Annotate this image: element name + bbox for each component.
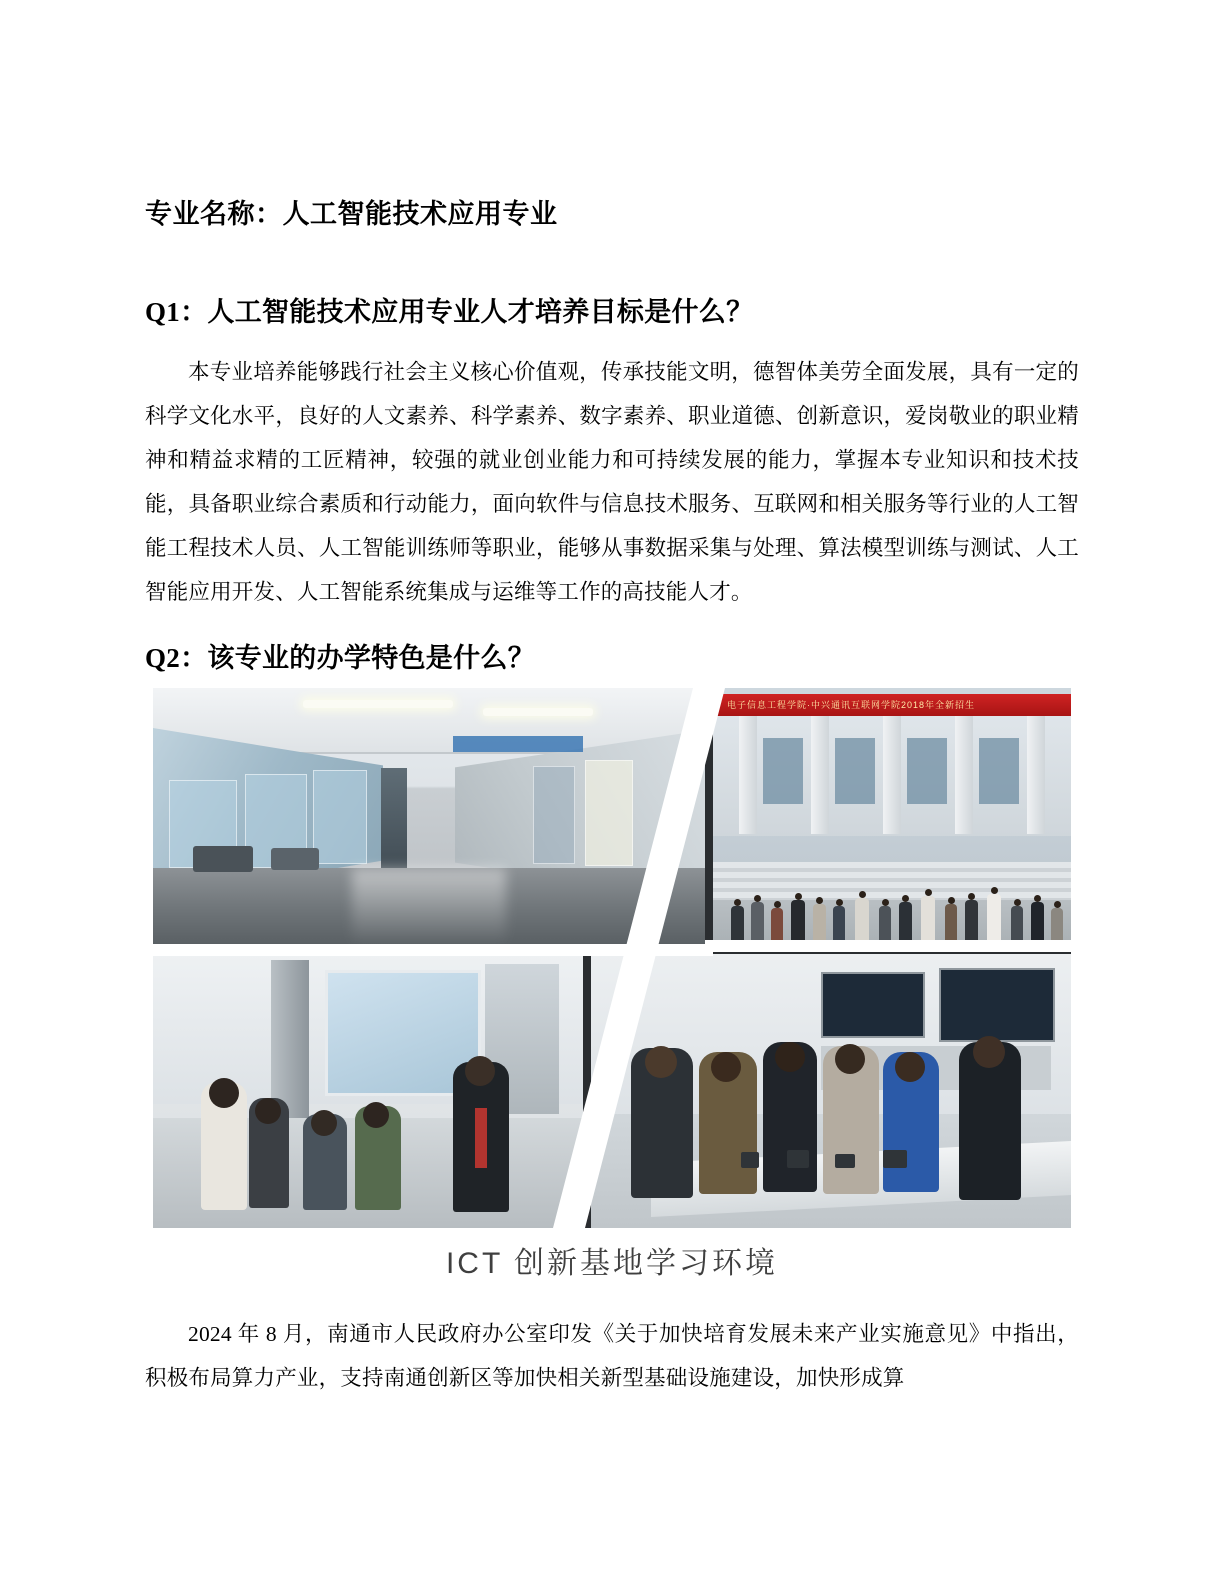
floor-reflection [352, 868, 507, 946]
person [899, 902, 912, 946]
person-head [973, 1036, 1005, 1068]
person [1031, 902, 1044, 946]
column [1027, 716, 1045, 834]
person [855, 898, 869, 946]
column [739, 716, 757, 834]
person [1051, 908, 1063, 946]
corridor-photo [153, 688, 705, 946]
window [763, 738, 803, 804]
ceiling-light [303, 700, 453, 708]
window [907, 738, 947, 804]
column [955, 716, 973, 834]
person [833, 906, 845, 946]
person-head [895, 1052, 925, 1082]
ceiling-light [483, 708, 593, 716]
answer-paragraph-q2: 2024 年 8 月，南通市人民政府办公室印发《关于加快培育发展未来产业实施意见》中指出，积极布局算力产业，支持南通创新区等加快相关新型基础设施建设，加快形成算 [145, 1322, 1079, 1391]
person [965, 900, 978, 946]
person-head [711, 1052, 741, 1082]
demo-device [741, 1152, 759, 1168]
necktie [475, 1108, 487, 1168]
entrance-steps [713, 862, 1071, 902]
person [813, 904, 826, 946]
students-lab-equipment-photo [153, 954, 583, 1228]
person [731, 906, 744, 946]
person-head [645, 1046, 677, 1078]
display-board [585, 760, 633, 866]
window [835, 738, 875, 804]
person-head [775, 1042, 805, 1072]
wall-banner [453, 736, 583, 752]
person-head [311, 1110, 337, 1136]
person-head [255, 1098, 281, 1124]
furniture [271, 848, 319, 870]
campus-building-crowd-photo [713, 688, 1071, 946]
person [751, 902, 764, 946]
event-banner-text: 电子信息工程学院·中兴通讯互联网学院2018年全新招生 [727, 700, 976, 711]
person [945, 904, 957, 946]
figure-caption: ICT 创新基地学习环境 [445, 1247, 779, 1281]
person [879, 906, 891, 946]
person [1011, 906, 1023, 946]
glass-panel [313, 770, 367, 864]
person [771, 908, 783, 946]
lab-demonstration-photo [591, 954, 1071, 1228]
person-head [465, 1056, 495, 1086]
question-heading-q2: Q2：该专业的办学特色是什么？ [145, 643, 536, 674]
photo-collage [153, 688, 1071, 1228]
wall-display [939, 968, 1055, 1042]
figure-ict-base [153, 688, 1071, 1282]
glass-panel [533, 766, 575, 864]
column [883, 716, 901, 834]
answer-paragraph-q1: 本专业培养能够践行社会主义核心价值观，传承技能文明，德智体美劳全面发展，具有一定的科学文化水平，良好的人文素养、科学素养、数字素养、职业道德、创新意识，爱岗敬业的职业精神和精益求精的工匠精神，较强的就业创业能力和可持续发展的能力，掌握本专业知识和技术技能，具备职业综合素质和行动能力，面向软件与信息技术服务、互联网和相关服务等行业的人工智能工程技术人员、人工智能训练师等职业，能够从事数据采集与处理、算法模型训练与测试、人工智能应用开发、人工智能系统集成与运维等工作的高技能人才。 [145, 360, 1079, 605]
window [979, 738, 1019, 804]
question-heading-q1: Q1：人工智能技术应用专业人才培养目标是什么？ [145, 297, 754, 328]
page-title: 专业名称：人工智能技术应用专业 [145, 199, 558, 229]
demo-device [835, 1154, 855, 1168]
wall-display [821, 972, 925, 1038]
person [791, 900, 805, 946]
person-head [835, 1044, 865, 1074]
person-head [209, 1078, 239, 1108]
person [921, 896, 935, 946]
event-banner [713, 694, 1071, 716]
person-head [363, 1102, 389, 1128]
column [811, 716, 829, 834]
demo-device [883, 1150, 907, 1168]
demo-device [787, 1150, 809, 1168]
person [987, 894, 1001, 946]
doorway [381, 768, 407, 880]
furniture [193, 846, 253, 872]
